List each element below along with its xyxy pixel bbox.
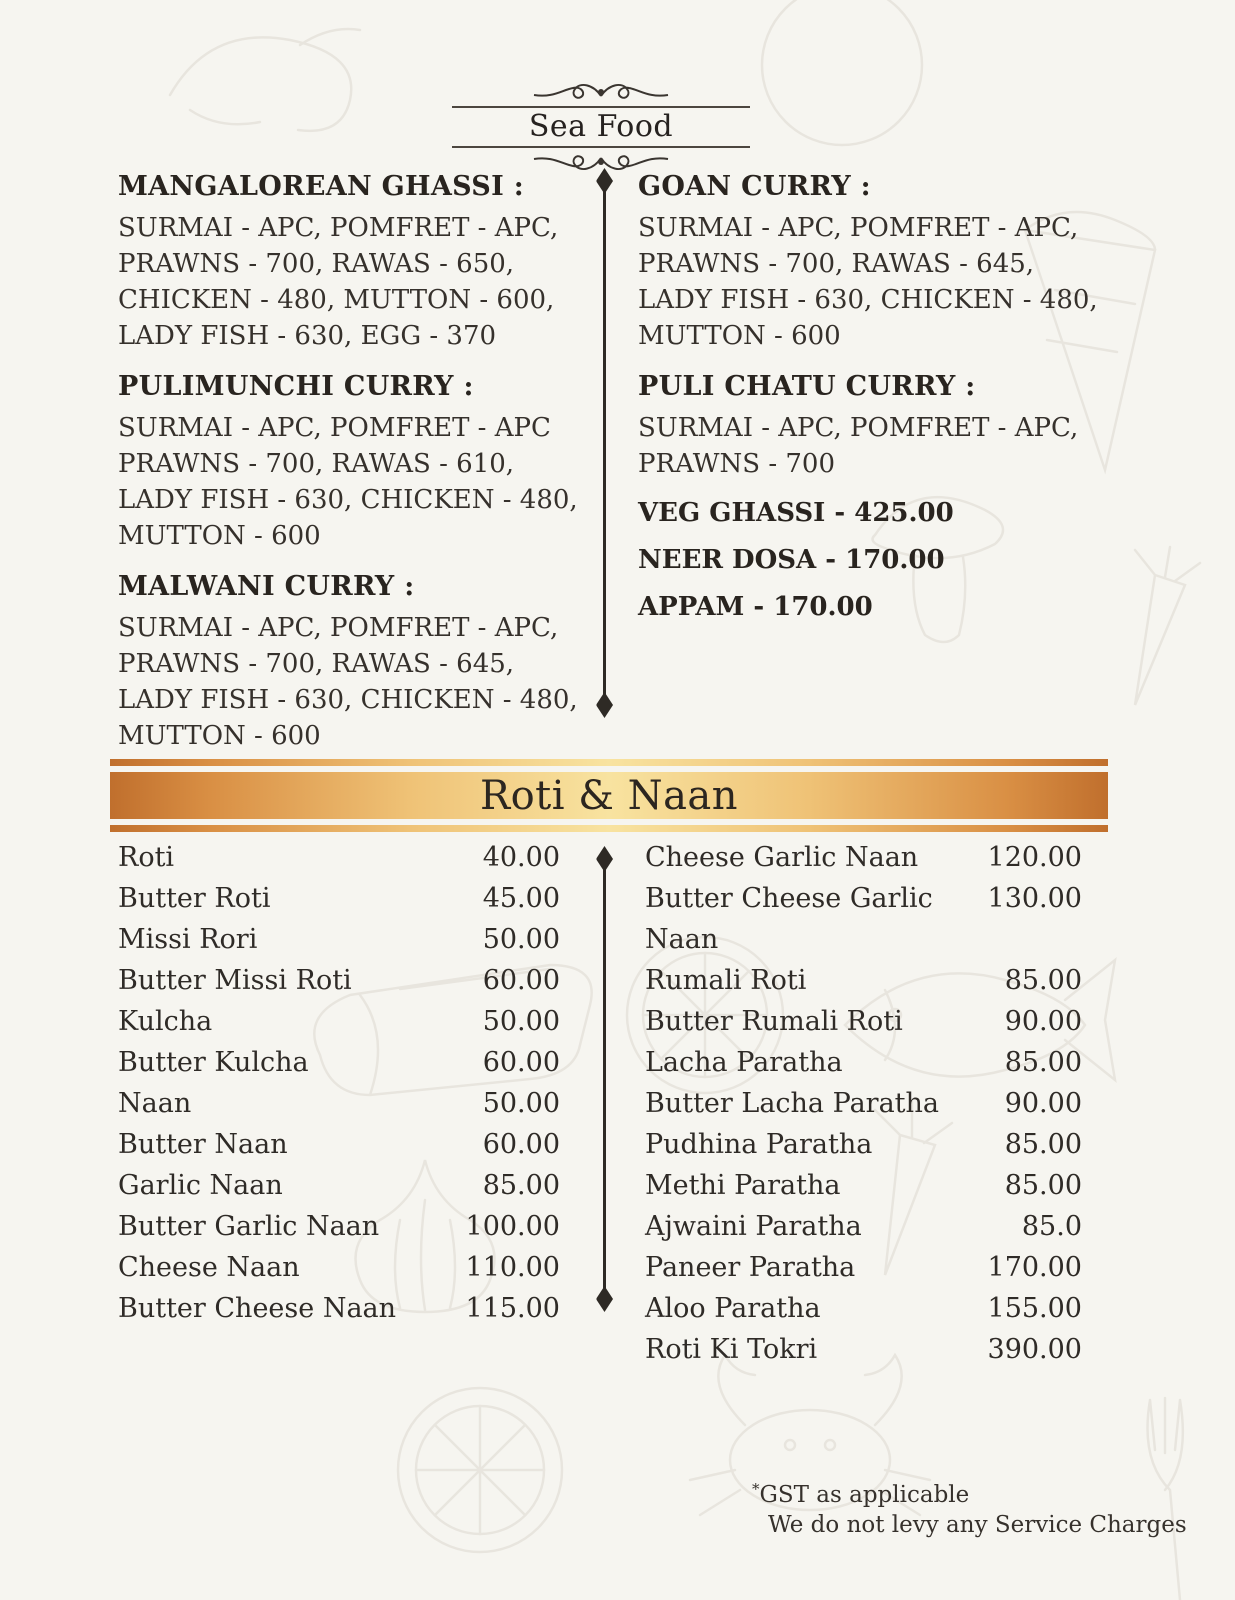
item-name: Methi Paratha bbox=[645, 1170, 841, 1201]
dish-variants-line: LADY FISH - 630, EGG - 370 bbox=[118, 321, 497, 351]
carrot-illustration-right bbox=[1095, 535, 1225, 715]
menu-item-row bbox=[645, 1288, 1082, 1329]
lemon-wheel-illustration-bottom bbox=[385, 1375, 575, 1565]
item-price: 115.00 bbox=[465, 1293, 560, 1324]
tomato-illustration bbox=[742, 0, 942, 160]
menu-group-goan-curry bbox=[638, 172, 1113, 354]
menu-group-puli-chatu-curry bbox=[638, 372, 1113, 482]
item-name: Aloo Paratha bbox=[645, 1293, 821, 1324]
item-price: 120.00 bbox=[987, 842, 1082, 873]
item-name: Naan bbox=[118, 1088, 192, 1119]
menu-item-row bbox=[118, 1247, 560, 1288]
dish-variants-line: SURMAI - APC, POMFRET - APC, bbox=[638, 213, 1079, 243]
item-name: Missi Rori bbox=[118, 924, 258, 955]
menu-item-row bbox=[118, 1042, 560, 1083]
item-price: 110.00 bbox=[465, 1252, 560, 1283]
item-price: 90.00 bbox=[1004, 1006, 1082, 1037]
item-price: 100.00 bbox=[465, 1211, 560, 1242]
item-price: 45.00 bbox=[482, 883, 560, 914]
dish-variants-line: SURMAI - APC, POMFRET - APC bbox=[118, 413, 551, 443]
item-name: Butter Roti bbox=[118, 883, 271, 914]
menu-item-appam: APPAM - 170.00 bbox=[638, 592, 873, 622]
item-name: Butter Naan bbox=[118, 1129, 288, 1160]
roti-naan-right-list bbox=[645, 837, 1082, 1370]
item-name: Kulcha bbox=[118, 1006, 213, 1037]
item-name: Pudhina Paratha bbox=[645, 1129, 873, 1160]
item-name: Butter Cheese Garlic Naan bbox=[645, 883, 933, 955]
dish-variants-line: PRAWNS - 700, RAWAS - 650, bbox=[118, 249, 515, 279]
item-name: Butter Garlic Naan bbox=[118, 1211, 380, 1242]
menu-item-row bbox=[118, 1288, 560, 1329]
menu-item-row bbox=[118, 1206, 560, 1247]
banner-main bbox=[110, 772, 1108, 819]
dish-title: PULI CHATU CURRY : bbox=[638, 371, 976, 402]
dish-title: PULIMUNCHI CURRY : bbox=[118, 371, 474, 402]
dish-title: MANGALOREAN GHASSI : bbox=[118, 171, 524, 202]
menu-item-row bbox=[118, 878, 560, 919]
dish-variants-line: SURMAI - APC, POMFRET - APC, bbox=[638, 413, 1079, 443]
item-price: 155.00 bbox=[987, 1293, 1082, 1324]
dish-variants-line: LADY FISH - 630, CHICKEN - 480, bbox=[638, 285, 1098, 315]
menu-item-row bbox=[118, 1083, 560, 1124]
seafood-extra-items bbox=[638, 500, 1113, 620]
item-price: 85.0 bbox=[1021, 1211, 1082, 1242]
menu-item-row bbox=[118, 1124, 560, 1165]
banner-top-strip bbox=[110, 759, 1108, 766]
menu-item-row bbox=[645, 1124, 1082, 1165]
roti-naan-column-divider bbox=[603, 856, 606, 1302]
item-price: 50.00 bbox=[482, 924, 560, 955]
dish-variants-line: SURMAI - APC, POMFRET - APC, bbox=[118, 213, 559, 243]
menu-item-row bbox=[645, 960, 1082, 1001]
section-title-sea-food: Sea Food bbox=[528, 109, 674, 144]
item-price: 60.00 bbox=[482, 965, 560, 996]
menu-item-row bbox=[118, 960, 560, 1001]
item-price: 130.00 bbox=[987, 883, 1082, 914]
item-price: 170.00 bbox=[987, 1252, 1082, 1283]
menu-item-row bbox=[645, 1042, 1082, 1083]
menu-item-veg-ghassi: VEG GHASSI - 425.00 bbox=[638, 498, 954, 528]
item-price: 60.00 bbox=[482, 1047, 560, 1078]
item-price: 50.00 bbox=[482, 1088, 560, 1119]
dish-variants-line: CHICKEN - 480, MUTTON - 600, bbox=[118, 285, 555, 315]
item-name: Butter Lacha Paratha bbox=[645, 1088, 940, 1119]
seafood-left-column bbox=[118, 172, 593, 772]
item-name: Rumali Roti bbox=[645, 965, 807, 996]
dish-variants-line: MUTTON - 600 bbox=[118, 721, 321, 751]
roti-naan-banner bbox=[110, 759, 1108, 832]
shrimp-illustration bbox=[150, 15, 380, 145]
item-name: Lacha Paratha bbox=[645, 1047, 843, 1078]
menu-item-row bbox=[645, 1329, 1082, 1370]
flourish-ornament-bottom bbox=[526, 148, 676, 172]
item-price: 390.00 bbox=[987, 1334, 1082, 1365]
dish-variants-line: LADY FISH - 630, CHICKEN - 480, bbox=[118, 685, 578, 715]
item-price: 85.00 bbox=[1004, 1170, 1082, 1201]
menu-item-row bbox=[118, 1165, 560, 1206]
dish-variants-line: MUTTON - 600 bbox=[638, 321, 841, 351]
item-price: 85.00 bbox=[1004, 1047, 1082, 1078]
item-name: Butter Missi Roti bbox=[118, 965, 352, 996]
item-name: Cheese Naan bbox=[118, 1252, 300, 1283]
dish-variants-line: PRAWNS - 700, RAWAS - 610, bbox=[118, 449, 515, 479]
item-price: 50.00 bbox=[482, 1006, 560, 1037]
menu-item-row bbox=[645, 1247, 1082, 1288]
menu-item-row bbox=[118, 837, 560, 878]
menu-group-malwani-curry bbox=[118, 572, 593, 754]
dish-title: MALWANI CURRY : bbox=[118, 571, 415, 602]
dish-title: GOAN CURRY : bbox=[638, 171, 871, 202]
dish-variants-line: LADY FISH - 630, CHICKEN - 480, bbox=[118, 485, 578, 515]
item-name: Roti bbox=[118, 842, 175, 873]
item-price: 85.00 bbox=[482, 1170, 560, 1201]
item-name: Cheese Garlic Naan bbox=[645, 842, 919, 873]
menu-item-row bbox=[645, 837, 1082, 878]
menu-item-row bbox=[645, 1165, 1082, 1206]
seafood-column-divider bbox=[603, 178, 606, 708]
menu-item-neer-dosa: NEER DOSA - 170.00 bbox=[638, 545, 945, 575]
dish-variants-line: SURMAI - APC, POMFRET - APC, bbox=[118, 613, 559, 643]
gst-note: *GST as applicable bbox=[752, 1480, 970, 1508]
menu-item-row bbox=[645, 1083, 1082, 1124]
item-name: Butter Kulcha bbox=[118, 1047, 309, 1078]
dish-variants-line: MUTTON - 600 bbox=[118, 521, 321, 551]
dish-variants-line: PRAWNS - 700, RAWAS - 645, bbox=[638, 249, 1035, 279]
menu-group-mangalorean-ghassi bbox=[118, 172, 593, 354]
menu-item-row bbox=[645, 1001, 1082, 1042]
item-price: 40.00 bbox=[482, 842, 560, 873]
section-title-roti-naan: Roti & Naan bbox=[479, 773, 739, 819]
service-charge-note: We do not levy any Service Charges bbox=[768, 1512, 1187, 1538]
menu-item-row bbox=[645, 878, 1082, 960]
item-price: 60.00 bbox=[482, 1129, 560, 1160]
footer-notes bbox=[752, 1480, 1187, 1538]
dish-variants-line: PRAWNS - 700 bbox=[638, 449, 836, 479]
item-name: Roti Ki Tokri bbox=[645, 1334, 818, 1365]
seafood-right-column bbox=[638, 172, 1113, 641]
menu-group-pulimunchi-curry bbox=[118, 372, 593, 554]
item-name: Ajwaini Paratha bbox=[645, 1211, 862, 1242]
item-name: Butter Rumali Roti bbox=[645, 1006, 903, 1037]
menu-item-row bbox=[645, 1206, 1082, 1247]
seafood-header bbox=[452, 82, 750, 172]
item-name: Paneer Paratha bbox=[645, 1252, 856, 1283]
item-price: 90.00 bbox=[1004, 1088, 1082, 1119]
dish-variants-line: PRAWNS - 700, RAWAS - 645, bbox=[118, 649, 515, 679]
banner-bottom-strip bbox=[110, 825, 1108, 832]
menu-item-row bbox=[118, 919, 560, 960]
roti-naan-left-list bbox=[118, 837, 560, 1329]
flourish-ornament-top bbox=[526, 82, 676, 106]
item-price: 85.00 bbox=[1004, 1129, 1082, 1160]
asterisk: * bbox=[752, 1480, 760, 1498]
menu-item-row bbox=[118, 1001, 560, 1042]
item-name: Garlic Naan bbox=[118, 1170, 283, 1201]
item-name: Butter Cheese Naan bbox=[118, 1293, 397, 1324]
item-price: 85.00 bbox=[1004, 965, 1082, 996]
